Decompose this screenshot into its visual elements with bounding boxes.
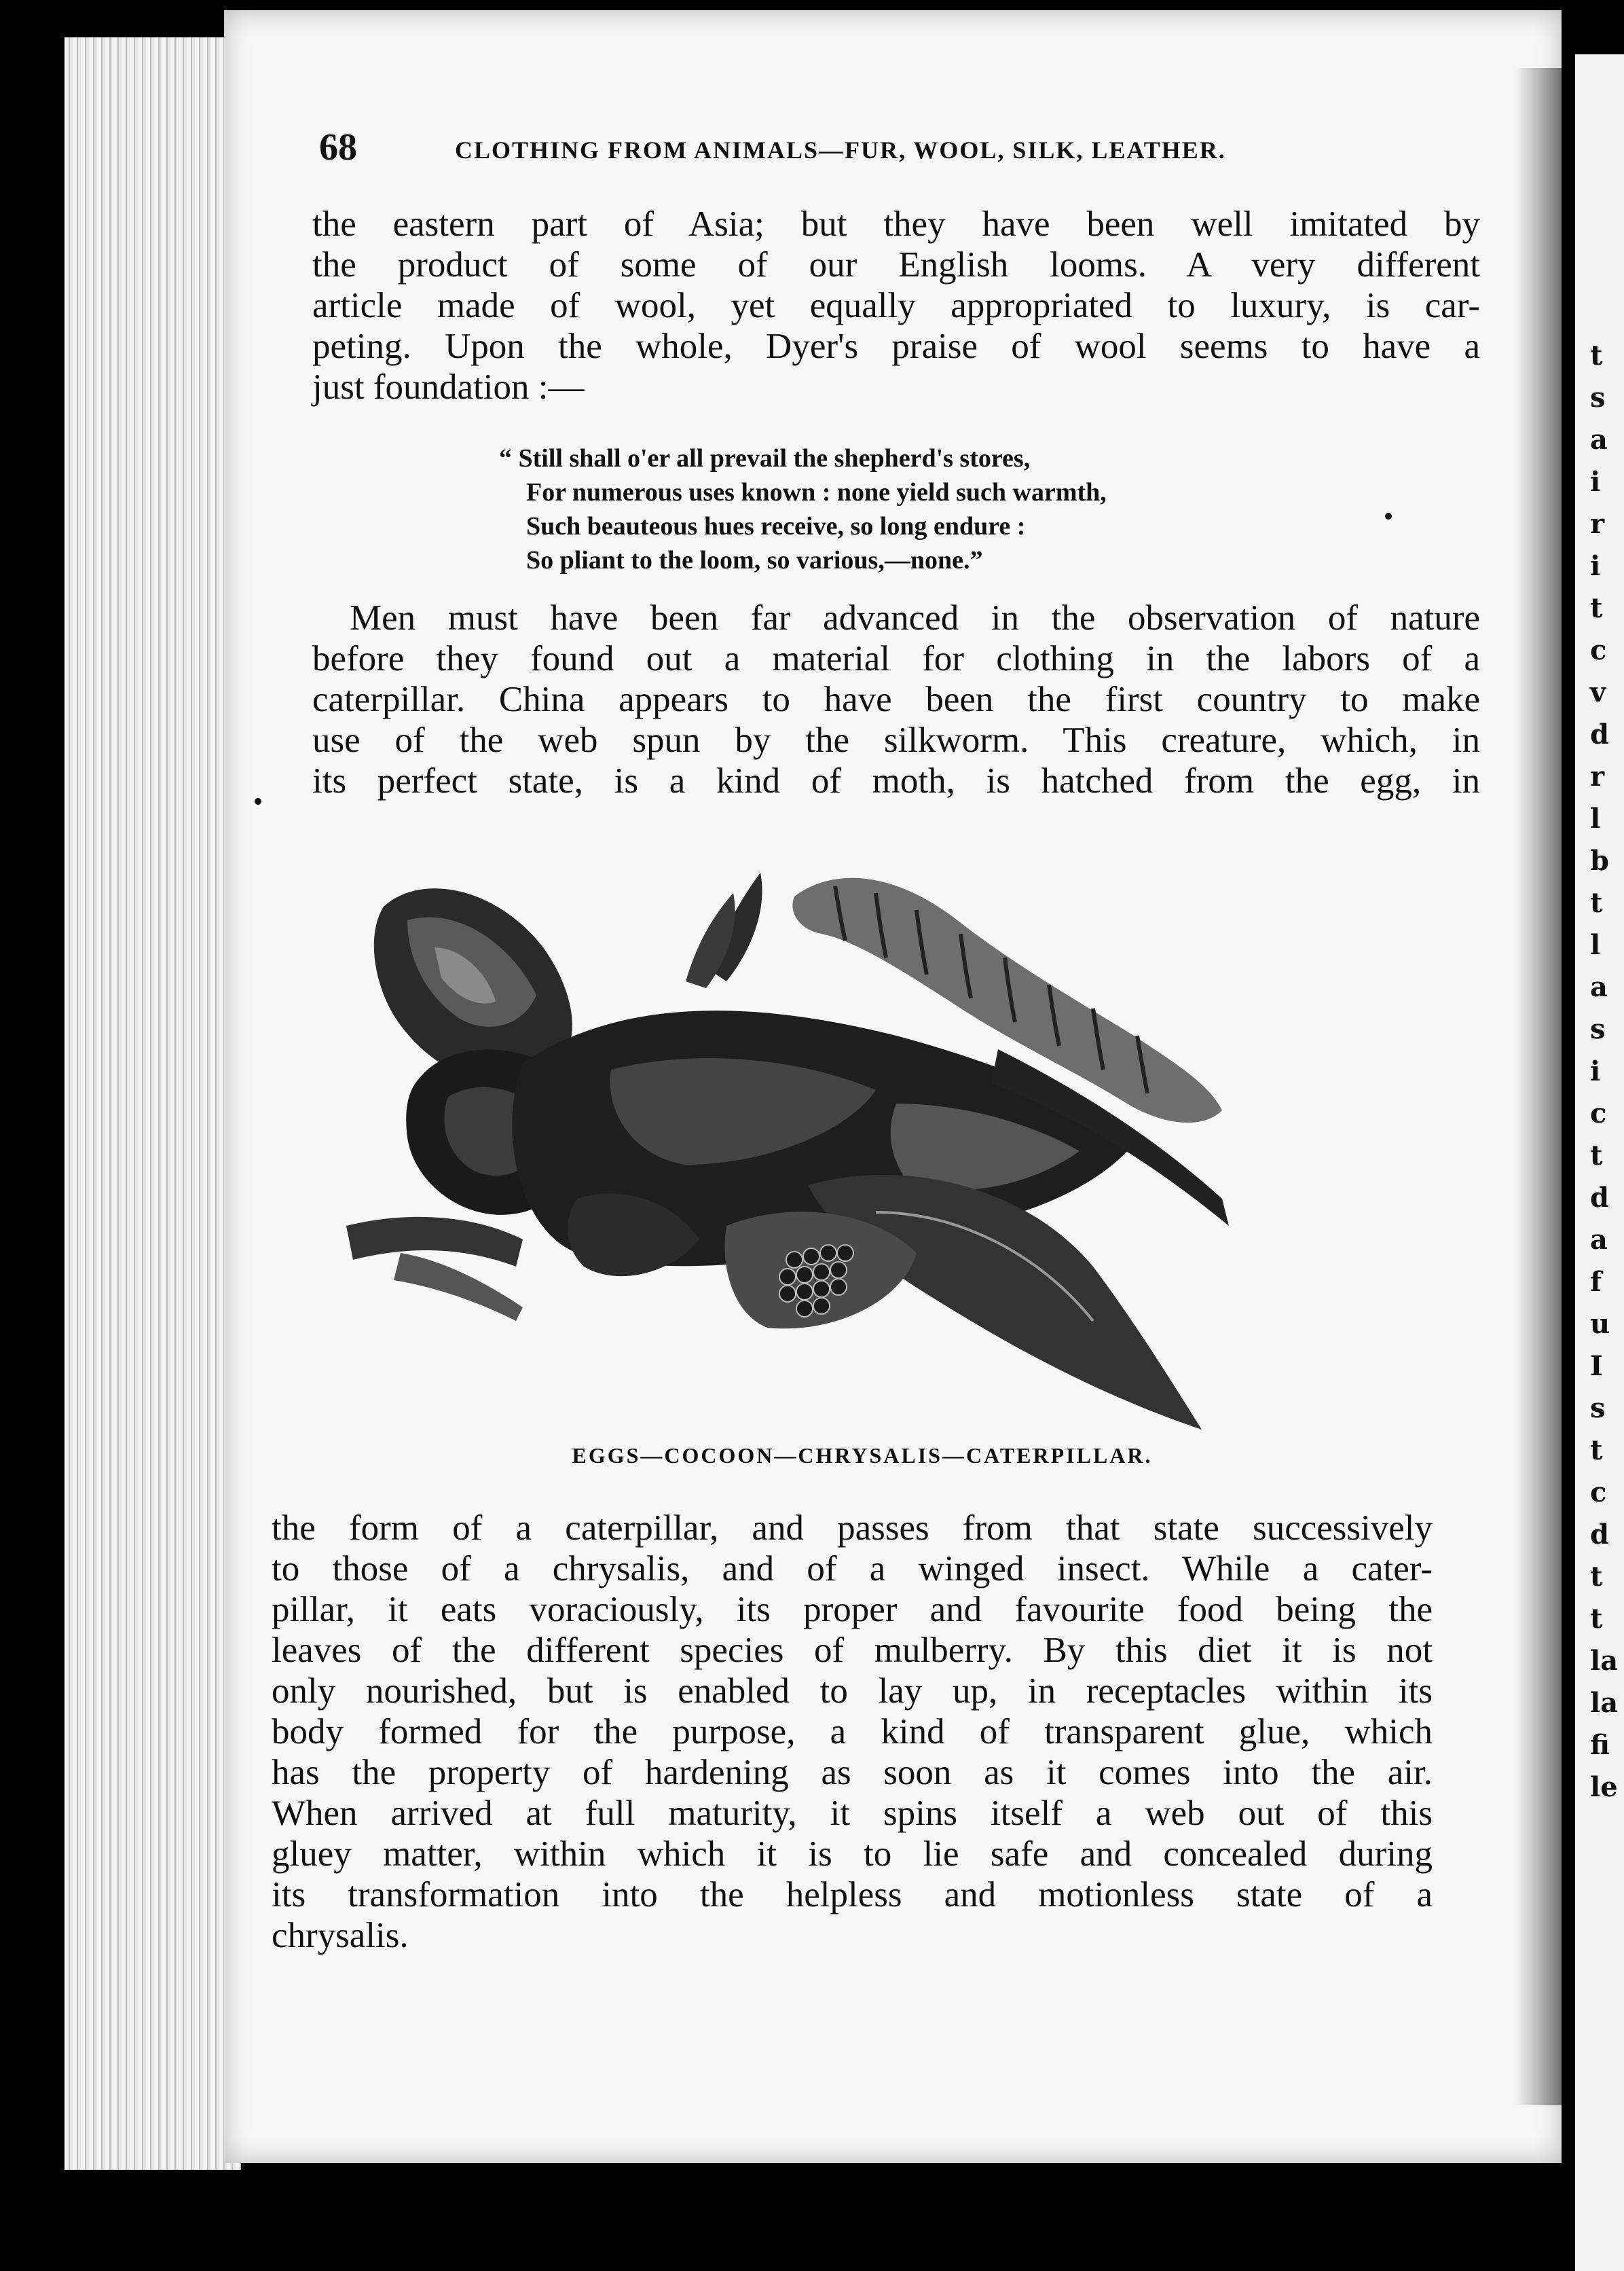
- facing-page-fragment: c: [1590, 1476, 1607, 1508]
- poem-line: Such beauteous hues receive, so long endure :: [526, 512, 1026, 541]
- text-line: chrysalis.: [272, 1916, 409, 1955]
- facing-page-fragment: la: [1590, 1687, 1619, 1719]
- stem: [346, 1217, 523, 1267]
- text-line: pillar, it eats voraciously, its proper and favourite food being the: [272, 1590, 1433, 1629]
- text-line: has the property of hardening as soon as it comes into the air.: [272, 1753, 1433, 1792]
- text-line: caterpillar. China appears to have been the first country to make: [312, 680, 1480, 719]
- text-line: the product of some of our English looms. A very different: [312, 245, 1480, 285]
- text-line: gluey matter, within which it is to lie safe and concealed during: [272, 1834, 1433, 1874]
- facing-page-fragment: f: [1590, 1266, 1602, 1298]
- text-line: to those of a chrysalis, and of a winged insect. While a cater-: [272, 1549, 1433, 1588]
- silkworm-illustration: [319, 846, 1392, 1470]
- figure-caption: EGGS—COCOON—CHRYSALIS—CATERPILLAR.: [572, 1443, 1153, 1468]
- facing-page-fragment: u: [1590, 1308, 1610, 1340]
- book-page-edges: [64, 37, 244, 2170]
- facing-page-fragment: c: [1590, 1097, 1607, 1129]
- facing-page-edge: [1575, 54, 1624, 2271]
- facing-page-fragment: t: [1590, 592, 1603, 624]
- text-line: the form of a caterpillar, and passes from that state successively: [272, 1508, 1433, 1548]
- facing-page-fragment: t: [1590, 1140, 1603, 1171]
- facing-page-fragment: le: [1590, 1771, 1618, 1803]
- text-line: its transformation into the helpless and motionless state of a: [272, 1875, 1433, 1914]
- text-line: Men must have been far advanced in the observation of nature: [350, 598, 1480, 638]
- facing-page-fragment: l: [1590, 929, 1601, 961]
- speck: [255, 798, 261, 805]
- facing-page-fragment: s: [1590, 1013, 1606, 1045]
- facing-page-fragment: l: [1590, 803, 1601, 835]
- text-line: just foundation :—: [312, 367, 585, 407]
- text-line: peting. Upon the whole, Dyer's praise of wool seems to have a: [312, 327, 1480, 366]
- poem-line: For numerous uses known : none yield such warmth,: [526, 478, 1107, 507]
- facing-page-fragment: i: [1590, 550, 1601, 582]
- facing-page-fragment: c: [1590, 634, 1607, 666]
- text-line: leaves of the different species of mulberry. By this diet it is not: [272, 1631, 1433, 1670]
- paragraph-top: [312, 204, 1480, 407]
- facing-page-fragment: r: [1590, 761, 1605, 793]
- running-title: CLOTHING FROM ANIMALS—FUR, WOOL, SILK, LEATHER.: [455, 137, 1226, 164]
- facing-page-fragment: a: [1590, 1224, 1608, 1256]
- text-line: its perfect state, is a kind of moth, is hatched from the egg, in: [312, 761, 1480, 801]
- facing-page-fragment: t: [1590, 1561, 1603, 1593]
- facing-page-fragment: t: [1590, 1603, 1603, 1635]
- paragraph-middle: [312, 598, 1480, 801]
- text-line: before they found out a material for clothing in the labors of a: [312, 639, 1480, 678]
- facing-page-fragment: la: [1590, 1645, 1619, 1677]
- text-line: article made of wool, yet equally appropriated to luxury, is car-: [312, 286, 1480, 325]
- facing-page-fragment: d: [1590, 1182, 1609, 1214]
- facing-page-fragment: s: [1590, 382, 1606, 414]
- facing-page-fragment: a: [1590, 971, 1608, 1003]
- gutter-shadow: [1514, 68, 1568, 2105]
- text-line: body formed for the purpose, a kind of transparent glue, which: [272, 1712, 1433, 1751]
- facing-page-fragment: t: [1590, 887, 1603, 919]
- facing-page-fragment: b: [1590, 845, 1609, 877]
- facing-page-fragment: d: [1590, 719, 1609, 750]
- facing-page-fragment: v: [1590, 676, 1606, 708]
- facing-page-fragment: t: [1590, 1434, 1603, 1466]
- poem-line: So pliant to the loom, so various,—none.”: [526, 546, 983, 575]
- facing-page-fragment: r: [1590, 508, 1605, 540]
- facing-page-fragment: s: [1590, 1392, 1606, 1424]
- facing-page-fragment: I: [1590, 1350, 1603, 1382]
- text-line: only nourished, but is enabled to lay up, in receptacles within its: [272, 1671, 1433, 1711]
- facing-page-fragment: i: [1590, 466, 1601, 498]
- page-number: 68: [319, 126, 357, 168]
- poem-quote: [499, 441, 1348, 577]
- facing-page-fragment: a: [1590, 424, 1608, 456]
- speck: [1385, 513, 1392, 520]
- facing-page-fragment: fi: [1590, 1729, 1610, 1761]
- text-line: When arrived at full maturity, it spins itself a web out of this: [272, 1794, 1433, 1833]
- facing-page-fragment: t: [1590, 340, 1603, 371]
- facing-page-fragment: d: [1590, 1519, 1609, 1550]
- text-line: the eastern part of Asia; but they have been well imitated by: [312, 204, 1480, 244]
- paragraph-bottom: [272, 1508, 1433, 1956]
- facing-page-fragment: i: [1590, 1055, 1601, 1087]
- poem-line: “ Still shall o'er all prevail the shepherd's stores,: [499, 444, 1031, 473]
- text-line: use of the web spun by the silkworm. This creature, which, in: [312, 721, 1480, 760]
